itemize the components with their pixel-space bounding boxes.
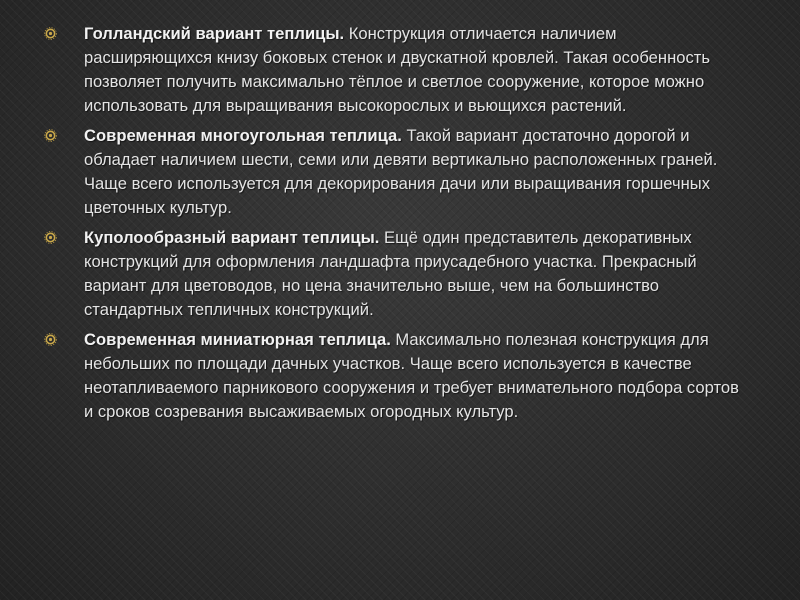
bullet-sun-icon	[44, 333, 57, 346]
item-text: Такой вариант достаточно дорогой и обладает наличием шести, семи или девяти вертикально расположенных граней. Чаще всего используется для декорирования дачи или выращивания горшечных цветочных культур.	[84, 126, 718, 217]
list-item-polygonal-greenhouse	[44, 124, 744, 220]
item-heading: Современная миниатюрная теплица.	[84, 330, 391, 349]
item-heading: Куполообразный вариант теплицы.	[84, 228, 380, 247]
list-item-dutch-greenhouse	[44, 22, 744, 118]
bullet-list	[44, 22, 744, 430]
list-item-dome-greenhouse	[44, 226, 744, 322]
bullet-sun-icon	[44, 231, 57, 244]
bullet-sun-icon	[44, 129, 57, 142]
item-text: Ещё один представитель декоративных конструкций для оформления ландшафта приусадебного участка. Прекрасный вариант для цветоводов, но цена значительно выше, чем на большинство стандартных тепличных конструкций.	[84, 228, 697, 319]
list-item-miniature-greenhouse	[44, 328, 744, 424]
bullet-sun-icon	[44, 27, 57, 40]
item-text: Конструкция отличается наличием расширяющихся книзу боковых стенок и двускатной кровлей. Такая особенность позволяет получить максимально тёплое и светлое сооружение, которое можно использовать для выращивания высокорослых и вьющихся растений.	[84, 24, 711, 115]
item-text: Максимально полезная конструкция для небольших по площади дачных участков. Чаще всего используется в качестве неотапливаемого парникового сооружения и требует внимательного подбора сортов и сроков созревания высаживаемых огородных культур.	[84, 330, 739, 421]
item-heading: Голландский вариант теплицы.	[84, 24, 345, 43]
item-heading: Современная многоугольная теплица.	[84, 126, 402, 145]
